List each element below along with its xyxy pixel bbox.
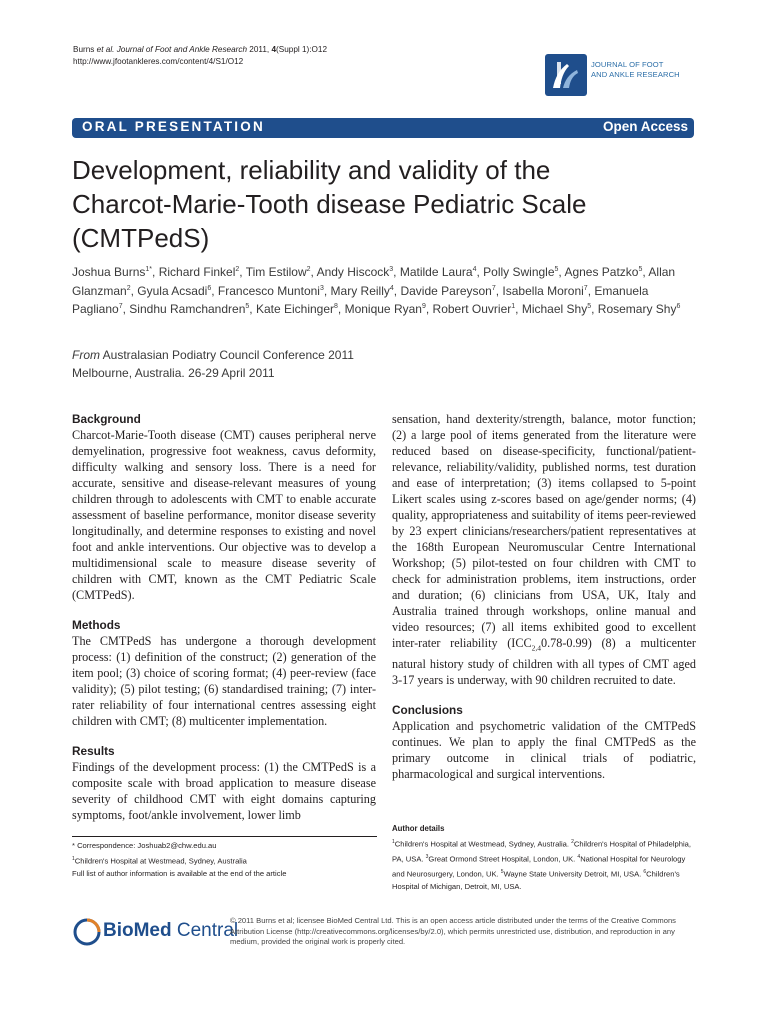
biomed-central-circle-icon: [73, 918, 101, 946]
author-name: Robert Ouvrier$^1$: [432, 302, 516, 316]
author-name: Francesco Muntoni$^3$: [217, 283, 324, 298]
methods-text: The CMTPedS has undergone a thorough development process: (1) definition of the construct; (2) generation of the item pool; (3) choice of scoring format; (4) peer-review (face validity); (5) pilot testing; (6) standardised training; (7) inter-rater reliability of four international centres assessing eight children with CMT; (8) multicenter implementation.: [72, 634, 376, 728]
article-title: Development, reliability and validity of the Charcot-Marie-Tooth disease Pediatric Scale (CMTPedS): [72, 155, 587, 253]
author-name: Andy Hiscock$^3$: [316, 265, 394, 279]
author-name: Tim Estilow$^2$: [245, 265, 311, 279]
license-statement: © 2011 Burns et al; licensee BioMed Central Ltd. This is an open access article distributed under the terms of the Creative Commons Attribution License (http://creativecommons.org/licenses/by/2.0), which permits unrestricted use, distribution, and reproduction in any medium, provided the original work is properly cited.: [230, 916, 676, 946]
journal-foot-ankle-icon: [545, 54, 587, 96]
author-name: Allan Glanzman$^2$: [72, 265, 676, 298]
author-name: Joshua Burns$^{1*}$: [72, 265, 153, 279]
conference-source: From Australasian Podiatry Council Conference 2011 Melbourne, Australia. 26-29 April 2011: [72, 348, 354, 380]
author-details: [392, 823, 697, 893]
results-text-part1: Findings of the development process: (1) the CMTPedS is a composite scale with broad application to measure disease severity of childhood CMT with eight domains capturing symptoms, foot/ankle involvement, lower limb: [72, 760, 376, 822]
correspondence-note: * Correspondence: Joshuab2@chw.edu.au: [72, 841, 217, 850]
right-column: [392, 411, 696, 796]
journal-name: JOURNAL OF FOOT AND ANKLE RESEARCH: [591, 60, 680, 79]
author-name: Richard Finkel$^2$: [158, 265, 240, 279]
article-type-label: ORAL PRESENTATION: [82, 119, 265, 134]
author-name: Michael Shy$^5$: [521, 302, 592, 316]
footnote-divider: [72, 836, 377, 837]
author-name: Gyula Acsadi$^6$: [137, 283, 212, 298]
background-text: Charcot-Marie-Tooth disease (CMT) causes peripheral nerve demyelination, progressive foot weakness, cavus deformity, difficulty walking and sensory loss. There is a need for accurate, sensitive and disease-relevant measures of young children through to adolescents with CMT to enable accurate assessment of baseline performance, monitor disease severity longitudinally, and determine responses to existing and novel foot and ankle interventions. Our objective was to develop a multidimensional scale to measure disease severity of children with CMT, known as the CMT Pediatric Scale (CMTPedS).: [72, 428, 376, 602]
section-heading-results: Results: [72, 744, 115, 758]
article-citation: [73, 44, 327, 68]
open-access-badge: Open Access: [602, 119, 688, 134]
affiliation-note: $^1$Children's Hospital at Westmead, Sydney, Australia: [72, 855, 247, 866]
author-name: Sindhu Ramchandren$^5$: [129, 302, 250, 316]
section-heading-conclusions: Conclusions: [392, 703, 463, 718]
section-heading-background: Background: [72, 412, 141, 426]
author-details-heading: Author details: [392, 824, 445, 833]
author-details-body: $^1$Children's Hospital at Westmead, Sydney, Australia. $^2$Children's Hospital of Philadelphia, PA, USA. $^3$Great Ormond Street Hospital, London, UK. $^4$National Hospital for Neurology and Neurosurgery, London, UK. $^5$Wayne State University Detroit, MI, USA. $^6$Children's Hospital of Michigan, Detroit, MI, USA.: [392, 838, 692, 891]
author-name: Mary Reilly$^4$: [330, 283, 394, 298]
article-type-ribbon: [72, 118, 694, 138]
section-heading-methods: Methods: [72, 618, 121, 632]
left-column: [72, 411, 376, 837]
author-list: Joshua Burns$^{1*}$, Richard Finkel$^2$, Tim Estilow$^2$, Andy Hiscock$^3$, Matilde Laura$^4$, Polly Swingle$^5$, Agnes Patzko$^5$, Allan Glanzman$^2$, Gyula Acsadi$^6$, Francesco Muntoni$^3$, Mary Reilly$^4$, Davide Pareyson$^7$, Isabella Moroni$^7$, Emanuela Pagliano$^7$, Sindhu Ramchandren$^5$, Kate Eichinger$^8$, Monique Ryan$^9$, Robert Ouvrier$^1$, Michael Shy$^5$, Rosemary Shy$^6$: [72, 265, 681, 316]
author-name: Emanuela Pagliano$^7$: [72, 283, 649, 316]
author-name: Kate Eichinger$^8$: [255, 302, 338, 316]
author-name: Matilde Laura$^4$: [399, 265, 477, 279]
footnotes: [72, 840, 392, 880]
author-name: Polly Swingle$^5$: [483, 265, 559, 279]
full-list-note: Full list of author information is available at the end of the article: [72, 868, 287, 878]
author-name: Monique Ryan$^9$: [344, 302, 426, 316]
author-name: Davide Pareyson$^7$: [400, 283, 496, 298]
results-text-part2: sensation, hand dexterity/strength, balance, motor function; (2) a large pool of items generated from the literature were reduced based on disease-specificity, functional/patient-relevance, reliability/validity, published norms, test duration and ease of interpretation; (3) items collapsed to 5-point Likert scales using z-scores based on age/gender norms; (4) quality, appropriateness and suitability of items peer-reviewed by 23 expert clinicians/researchers/patient representatives at the 168th European Neuromuscular Centre International Workshop; (5) pilot-tested on four children with CMT to check for administration problems, item instructions, order and duration; (6) clinicians from USA, UK, Italy and Australia trained through workshops, online manual and video resources; (7) all items exhibited good to excellent inter-rater reliability $(ICC_{2,4}0.78-0.99)$ (8) a multicenter natural history study of children with all types of CMT aged 3-17 years is underway, with 90 children recruited to date.: [392, 412, 696, 688]
author-name: Rosemary Shy$^6$: [597, 302, 681, 316]
biomed-central-wordmark: BioMed Central: [103, 920, 239, 941]
conclusions-text: Application and psychometric validation of the CMTPedS continues. We plan to apply the final CMTPedS as the primary outcome in clinical trials of podiatric, pharmacological and surgical interventions.: [392, 719, 696, 782]
author-name: Agnes Patzko$^5$: [564, 265, 643, 279]
citation-url-link[interactable]: http://www.jfootankleres.com/content/4/S1/O12: [73, 57, 244, 66]
author-name: Isabella Moroni$^7$: [502, 283, 588, 298]
citation-line: Burns et al. Journal of Foot and Ankle Research 2011, 4(Suppl 1):O12: [73, 45, 328, 54]
